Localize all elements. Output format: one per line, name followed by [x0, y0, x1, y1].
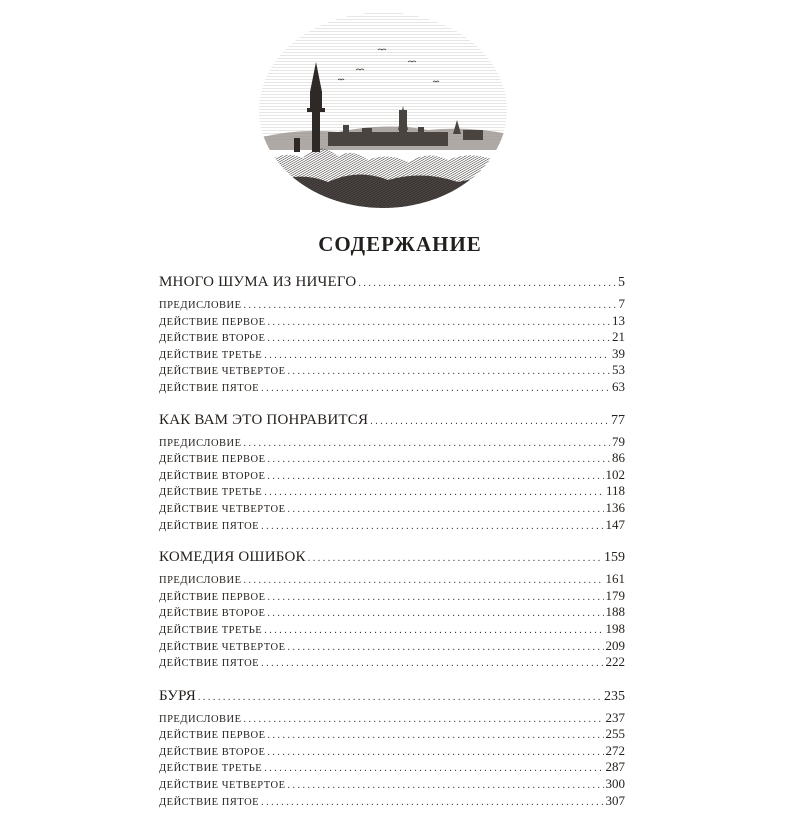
- page-number: 179: [605, 587, 625, 603]
- entry-label: ДЕЙСТВИЕ ПЕРВОЕ: [159, 454, 266, 466]
- toc-section: [159, 274, 625, 396]
- page-number: 39: [612, 345, 625, 361]
- page-number: 222: [605, 654, 625, 670]
- entry-label: ДЕЙСТВИЕ ТРЕТЬЕ: [159, 487, 263, 499]
- page-number: 198: [605, 620, 625, 636]
- page-number: 102: [605, 466, 625, 482]
- entry-label: ДЕЙСТВИЕ ЧЕТВЕРТОЕ: [159, 366, 286, 378]
- entry-label: ПРЕДИСЛОВИЕ: [159, 300, 242, 311]
- page-number: 255: [605, 726, 625, 742]
- dot-leader: [308, 553, 602, 564]
- entry-label: ДЕЙСТВИЕ ТРЕТЬЕ: [159, 624, 263, 636]
- page-number: 63: [612, 378, 625, 394]
- dot-leader: [358, 278, 616, 289]
- page-number: 7: [618, 296, 625, 311]
- toc-entry[interactable]: [159, 654, 625, 671]
- dot-leader: [244, 300, 617, 311]
- toc-entry[interactable]: [159, 467, 625, 484]
- toc-entry[interactable]: [159, 500, 625, 517]
- entry-label: ДЕЙСТВИЕ ПЯТОЕ: [159, 520, 260, 532]
- section-label: БУРЯ: [159, 687, 196, 704]
- dot-leader: [261, 797, 603, 808]
- toc-section: [159, 412, 625, 534]
- toc-section-title[interactable]: [159, 274, 625, 296]
- page-number: 5: [618, 275, 625, 290]
- entry-label: ДЕЙСТВИЕ ПЕРВОЕ: [159, 730, 266, 742]
- page-number: 159: [604, 550, 625, 566]
- page-number: 161: [605, 571, 625, 587]
- dot-leader: [288, 504, 604, 515]
- toc-entry[interactable]: [159, 638, 625, 655]
- page-number: 86: [612, 450, 625, 466]
- toc-entry[interactable]: [159, 434, 625, 451]
- dot-leader: [288, 642, 604, 653]
- entry-label: ПРЕДИСЛОВИЕ: [159, 713, 242, 725]
- entry-label: ДЕЙСТВИЕ ПЯТОЕ: [159, 796, 260, 808]
- dot-leader: [264, 763, 603, 774]
- dot-leader: [264, 350, 610, 361]
- page-number: 188: [605, 604, 625, 620]
- toc-entry[interactable]: [159, 621, 625, 638]
- dot-leader: [268, 454, 610, 465]
- toc-entry[interactable]: [159, 379, 625, 396]
- entry-label: ПРЕДИСЛОВИЕ: [159, 575, 242, 587]
- dot-leader: [244, 714, 604, 725]
- dot-leader: [288, 366, 610, 377]
- dot-leader: [267, 333, 610, 344]
- entry-label: ДЕЙСТВИЕ ПЯТОЕ: [159, 382, 260, 394]
- page-number: 53: [612, 362, 625, 378]
- toc-entry[interactable]: [159, 588, 625, 605]
- entry-label: ДЕЙСТВИЕ ЧЕТВЕРТОЕ: [159, 780, 286, 792]
- dot-leader: [267, 471, 603, 482]
- entry-label: ДЕЙСТВИЕ ЧЕТВЕРТОЕ: [159, 641, 286, 653]
- page-number: 287: [605, 759, 625, 775]
- toc-section-title[interactable]: [159, 412, 625, 434]
- page-number: 118: [605, 483, 625, 499]
- toc-section: [159, 688, 625, 810]
- page-number: 79: [612, 433, 625, 449]
- toc-section-title[interactable]: [159, 549, 625, 571]
- dot-leader: [261, 521, 603, 532]
- entry-label: ДЕЙСТВИЕ ПЕРВОЕ: [159, 591, 266, 603]
- dot-leader: [198, 692, 602, 703]
- toc-entry[interactable]: [159, 450, 625, 467]
- toc-entry[interactable]: [159, 517, 625, 534]
- dot-leader: [267, 608, 603, 619]
- dot-leader: [268, 317, 610, 328]
- dot-leader: [268, 730, 604, 741]
- page-number: 237: [605, 709, 625, 725]
- entry-label: ДЕЙСТВИЕ ПЕРВОЕ: [159, 316, 266, 328]
- dot-leader: [261, 658, 603, 669]
- toc-entry[interactable]: [159, 329, 625, 346]
- entry-label: ДЕЙСТВИЕ ТРЕТЬЕ: [159, 763, 263, 775]
- dot-leader: [244, 575, 604, 586]
- toc-entry[interactable]: [159, 759, 625, 776]
- dot-leader: [244, 438, 610, 449]
- toc-entry[interactable]: [159, 776, 625, 793]
- table-of-contents: [159, 274, 625, 825]
- section-label: КАК ВАМ ЭТО ПОНРАВИТСЯ: [159, 411, 369, 428]
- section-label: МНОГО ШУМА ИЗ НИЧЕГО: [159, 274, 357, 290]
- page-number: 147: [605, 516, 625, 532]
- page-number: 21: [612, 329, 625, 345]
- page-number: 209: [605, 637, 625, 653]
- entry-label: ДЕЙСТВИЕ ВТОРОЕ: [159, 746, 266, 758]
- entry-label: ПРЕДИСЛОВИЕ: [159, 437, 242, 449]
- toc-entry[interactable]: [159, 743, 625, 760]
- page-title: СОДЕРЖАНИЕ: [318, 232, 482, 256]
- entry-label: ДЕЙСТВИЕ ВТОРОЕ: [159, 333, 266, 345]
- page-number: 77: [611, 412, 625, 428]
- toc-entry[interactable]: [159, 313, 625, 330]
- entry-label: ДЕЙСТВИЕ ЧЕТВЕРТОЕ: [159, 503, 286, 515]
- entry-label: ДЕЙСТВИЕ ВТОРОЕ: [159, 470, 266, 482]
- page-number: 307: [605, 792, 625, 808]
- page-number: 136: [605, 499, 625, 515]
- section-label: КОМЕДИЯ ОШИБОК: [159, 549, 306, 566]
- page-number: 300: [605, 776, 625, 792]
- toc-entry[interactable]: [159, 296, 625, 313]
- dot-leader: [267, 747, 603, 758]
- entry-label: ДЕЙСТВИЕ ВТОРОЕ: [159, 608, 266, 620]
- toc-entry[interactable]: [159, 604, 625, 621]
- page-number: 272: [605, 742, 625, 758]
- toc-section-title[interactable]: [159, 688, 625, 710]
- dot-leader: [370, 416, 609, 427]
- toc-entry[interactable]: [159, 726, 625, 743]
- toc-section: [159, 549, 625, 671]
- dot-leader: [268, 592, 604, 603]
- toc-entry[interactable]: [159, 483, 625, 500]
- toc-entry[interactable]: [159, 793, 625, 810]
- engraving-vignette: [258, 10, 508, 210]
- dot-leader: [261, 383, 610, 394]
- toc-entry[interactable]: [159, 710, 625, 727]
- toc-entry[interactable]: [159, 362, 625, 379]
- entry-label: ДЕЙСТВИЕ ТРЕТЬЕ: [159, 349, 263, 361]
- page-number: 13: [612, 312, 625, 328]
- dot-leader: [264, 487, 604, 498]
- page-number: 235: [604, 688, 625, 704]
- toc-entry[interactable]: [159, 346, 625, 363]
- dot-leader: [264, 625, 603, 636]
- dot-leader: [288, 780, 604, 791]
- toc-entry[interactable]: [159, 571, 625, 588]
- entry-label: ДЕЙСТВИЕ ПЯТОЕ: [159, 658, 260, 670]
